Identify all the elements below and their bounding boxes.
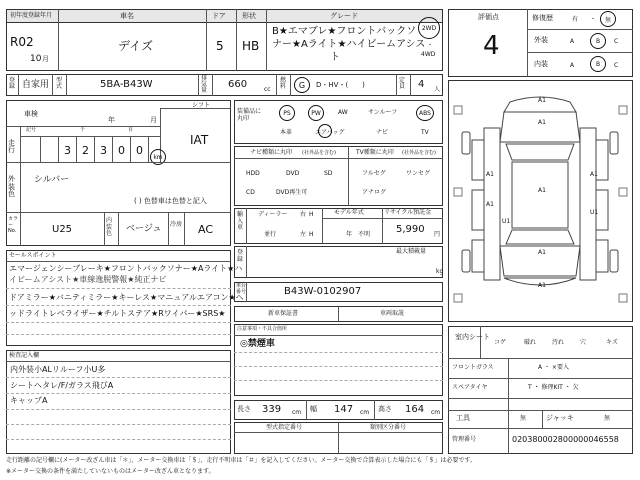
length-unit: cm — [292, 409, 302, 416]
damage-left-quarter: U1 — [502, 218, 511, 225]
vin-label: 車台番号 — [236, 283, 247, 295]
management-no: 020380002800000046558 — [512, 435, 619, 444]
equip-pw-circle: PW — [308, 105, 324, 121]
height-label: 高さ — [378, 405, 392, 413]
drive-dot: ・ — [427, 42, 434, 49]
equip-navi: ナビ — [376, 129, 389, 136]
equip-leather: 本革 — [280, 129, 293, 136]
grade-line-2: ナー★Aライト★ハイビームアシス — [272, 39, 426, 50]
air-conditioner: AC — [198, 223, 214, 236]
max-load-kg: kg — [436, 268, 444, 275]
odo-digit-2: 2 — [82, 144, 89, 157]
handle-right: 右 — [300, 211, 307, 218]
recycle-yen: 円 — [434, 231, 441, 238]
fuel-options: D・HV・( ) — [316, 81, 365, 89]
shift: IAT — [190, 133, 209, 147]
interior-grade-label: 内装 — [534, 60, 548, 68]
note-non-smoking: ◎禁煙車 — [240, 339, 275, 349]
color-note: ( ) 色替車は色替と記入 — [134, 197, 207, 205]
model-year-value: 年 不明 — [346, 231, 371, 238]
fuel-label: 燃料 — [280, 77, 287, 90]
equipment-label: 装備品に丸印 — [237, 108, 262, 122]
doors: 5 — [216, 39, 224, 53]
footer-note-1: 走行距離の記号欄に(メーター改ざん車は「＊」、メーター交換車は「＄」、走行不明車は「＃」を記入してください。メーター交換で合算表示した場合にも「＄」は必要です。 — [6, 457, 476, 464]
grade-label: グレード — [330, 12, 358, 20]
import-dealer: ディーラー — [258, 211, 288, 218]
shift-label: シフト — [192, 102, 211, 109]
model-code: 5BA-B43W — [100, 79, 153, 90]
reg-month: 10 — [30, 54, 42, 64]
windshield-value: A ・ ×要入 — [538, 364, 569, 371]
tv-fullseg: フルセグ — [362, 170, 386, 177]
odo-thousand: 千 — [80, 127, 86, 133]
seat-stain: 汚れ — [552, 339, 565, 346]
ext-grade-c: C — [614, 38, 619, 45]
management-no-label: 管理番号 — [452, 436, 477, 443]
tv-type-note: (社外品を含む) — [402, 150, 436, 156]
damage-right-quarter: U1 — [590, 209, 599, 216]
airbag-circle — [318, 124, 332, 138]
tools-label: 工具 — [456, 414, 470, 422]
body-shape: HB — [242, 39, 260, 53]
grade-line-3: ト — [330, 52, 340, 63]
int-grade-b-circle: B — [590, 56, 606, 72]
width: 147 — [334, 404, 354, 415]
score-label: 評価点 — [478, 13, 499, 21]
capacity-label: 定員 — [399, 77, 406, 90]
navi-dvd: DVD — [286, 170, 300, 177]
sales-line-3: ドアミラー★バニティミラー★キーレス★マニュアルエアコン★ヘ — [9, 293, 244, 302]
class-label: 類別区分番号 — [370, 424, 407, 431]
width-label: 幅 — [310, 405, 317, 413]
car-name: デイズ — [118, 39, 154, 53]
navi-type-note: (社外品を含む) — [302, 150, 336, 156]
score: 4 — [483, 31, 500, 61]
damage-rear-bumper: A1 — [538, 282, 546, 289]
equip-tv: TV — [421, 129, 429, 136]
color-code-label: カラー No. — [8, 216, 19, 234]
handle-left-h: H — [309, 231, 314, 238]
length: 339 — [262, 404, 282, 415]
use-row — [6, 74, 443, 96]
spare-tire-label: スペアタイヤ — [452, 384, 488, 391]
interior-color-label: 内装色 — [106, 217, 113, 238]
navi-sd: SD — [324, 170, 333, 177]
seat-burn: コゲ — [494, 339, 507, 346]
color-code: U25 — [52, 224, 73, 235]
tools-value: 無 — [520, 415, 527, 422]
interior-seat-label: 室内シート — [455, 333, 490, 341]
exterior-color: シルバー — [34, 175, 70, 185]
equip-aw: AW — [338, 109, 348, 116]
handle-left: 左 — [300, 231, 307, 238]
odo-digit-5: 0 — [136, 144, 143, 157]
equip-sunroof: サンルーフ — [368, 109, 398, 116]
equipment-block — [234, 100, 443, 144]
navi-type-label: ナビ種類に丸印 — [250, 149, 293, 156]
ac-label: 冷房 — [170, 221, 183, 228]
type-cert-label: 型式指定番号 — [266, 424, 303, 431]
navi-hdd: HDD — [246, 170, 260, 177]
ext-grade-b-circle: B — [590, 33, 606, 49]
shape-label: 形状 — [242, 12, 256, 20]
reg-month-unit: 月 — [42, 55, 49, 63]
name-label: 車名 — [120, 12, 134, 20]
capacity: 4 — [418, 79, 425, 90]
model-year-label: モデル年式 — [334, 209, 364, 216]
spare-tire-value: T ・ 修理KIT ・ 欠 — [528, 384, 579, 391]
sales-line-2: イビームアシスト★車線逸脱警報★純正ナビ — [9, 275, 167, 284]
repair-history-label: 修復歴 — [532, 14, 553, 22]
reg-label: 登録 — [9, 77, 16, 90]
model-code-label: 型式 — [56, 77, 63, 90]
max-load-label: 最大積載量 — [396, 248, 427, 255]
width-unit: cm — [360, 409, 370, 416]
damage-left-rear-door: A1 — [486, 201, 494, 208]
vin: B43W-0102907 — [284, 286, 362, 297]
tv-analog: アナログ — [362, 189, 387, 196]
tv-oneseg: ワンセグ — [406, 170, 431, 177]
first-reg-label: 初年度登録年月 — [10, 12, 53, 19]
displacement-label: 排気量 — [201, 75, 208, 94]
drive-2wd-circle: 2WD — [418, 17, 440, 39]
navi-dvd-play: DVD再生可 — [276, 189, 308, 196]
damage-hood: A1 — [538, 119, 546, 126]
reg-year: R02 — [10, 35, 34, 49]
inspection-year: 年 — [108, 116, 115, 124]
inspection-month: 月 — [150, 116, 157, 124]
jack-label: ジャッキ — [546, 414, 574, 422]
color-label: 外装色 — [8, 175, 15, 199]
drive-4wd: 4WD — [421, 51, 436, 58]
inspector-line-2: シートヘタレ/F/ガラス飛びA — [10, 381, 114, 390]
equip-ps-circle: PS — [279, 105, 295, 121]
odo-digit-3: 3 — [100, 144, 107, 157]
odo-digit-4: 0 — [118, 144, 125, 157]
recycle-label: リサイクル預託金 — [384, 209, 432, 216]
reg-weight-label: 登録 — [237, 249, 244, 263]
interior-color: ベージュ — [126, 224, 162, 234]
equip-airbag: エアバッグ — [315, 129, 345, 136]
odo-digit-1: 3 — [64, 144, 71, 157]
import-label: 輸入車 — [237, 211, 244, 232]
import-parallel: 並行 — [264, 231, 277, 238]
damage-front-bumper: A1 — [538, 97, 546, 104]
notes-label: 注意事項・不具合箇所 — [237, 326, 288, 332]
inspector-notes-label: 検査記入欄 — [9, 352, 40, 359]
repair-none-circle: 無 — [600, 11, 616, 27]
repair-yes: 有 — [572, 16, 579, 23]
sales-line-4: ッドライトレベライザー★チルトステア★Rワイパー★SRS★ — [9, 309, 226, 318]
sales-points-label: セールスポイント — [9, 252, 57, 259]
exterior-grade-label: 外装 — [534, 36, 548, 44]
damage-roof: A1 — [538, 187, 546, 194]
grade-line-1: B★エマブレ★フロントバックソ — [272, 26, 417, 37]
jack-value: 無 — [604, 415, 611, 422]
equip-abs-circle: ABS — [416, 105, 434, 121]
tv-type-label: TV種類に丸印 — [356, 149, 394, 156]
door-label: ドア — [212, 12, 226, 20]
recycle-fee: 5,990 — [396, 224, 425, 235]
fuel-gasoline-circle: G — [294, 77, 310, 93]
damage-rear-hatch: A1 — [538, 249, 546, 256]
odo-side-label: 走行 — [8, 139, 15, 154]
inspector-line-1: 内外装小ALリルーフ小U多 — [10, 365, 106, 374]
inspection-label: 車検 — [24, 110, 38, 118]
displacement: 660 — [228, 79, 248, 90]
int-grade-a: A — [570, 62, 575, 69]
seat-tear: 破れ — [524, 339, 537, 346]
use-type: 自家用 — [22, 80, 50, 90]
cc-unit: cc — [264, 86, 271, 93]
navi-cd: CD — [246, 189, 255, 196]
handle-right-h: H — [309, 211, 314, 218]
new-car-warranty: 新車保証書 — [268, 310, 299, 317]
seat-hole: 穴 — [580, 339, 587, 346]
ext-grade-a: A — [570, 38, 575, 45]
inspector-line-3: キャップA — [10, 396, 48, 405]
sales-line-1: エマージェンシーブレーキ★フロントバックソナー★Aライト★ハ — [9, 264, 243, 273]
footer-note-2: ※メーター交換の条件を満たしていないものはメーター改ざん車となります。 — [6, 468, 215, 475]
seat-scratch: キズ — [606, 339, 618, 346]
odo-hundred: 百 — [128, 127, 134, 133]
length-label: 長さ — [237, 405, 251, 413]
odo-symbol-label: 記号 — [26, 127, 37, 133]
int-grade-c: C — [614, 62, 619, 69]
height-unit: cm — [431, 409, 441, 416]
owner-manual: 車両取説 — [380, 310, 405, 317]
damage-right-front-door: A1 — [590, 171, 598, 178]
capacity-unit: 人 — [434, 86, 441, 93]
km-circle: km — [150, 149, 166, 165]
height: 164 — [405, 404, 425, 415]
windshield-label: フロントガラス — [452, 364, 494, 371]
damage-left-front-door: A1 — [486, 171, 494, 178]
